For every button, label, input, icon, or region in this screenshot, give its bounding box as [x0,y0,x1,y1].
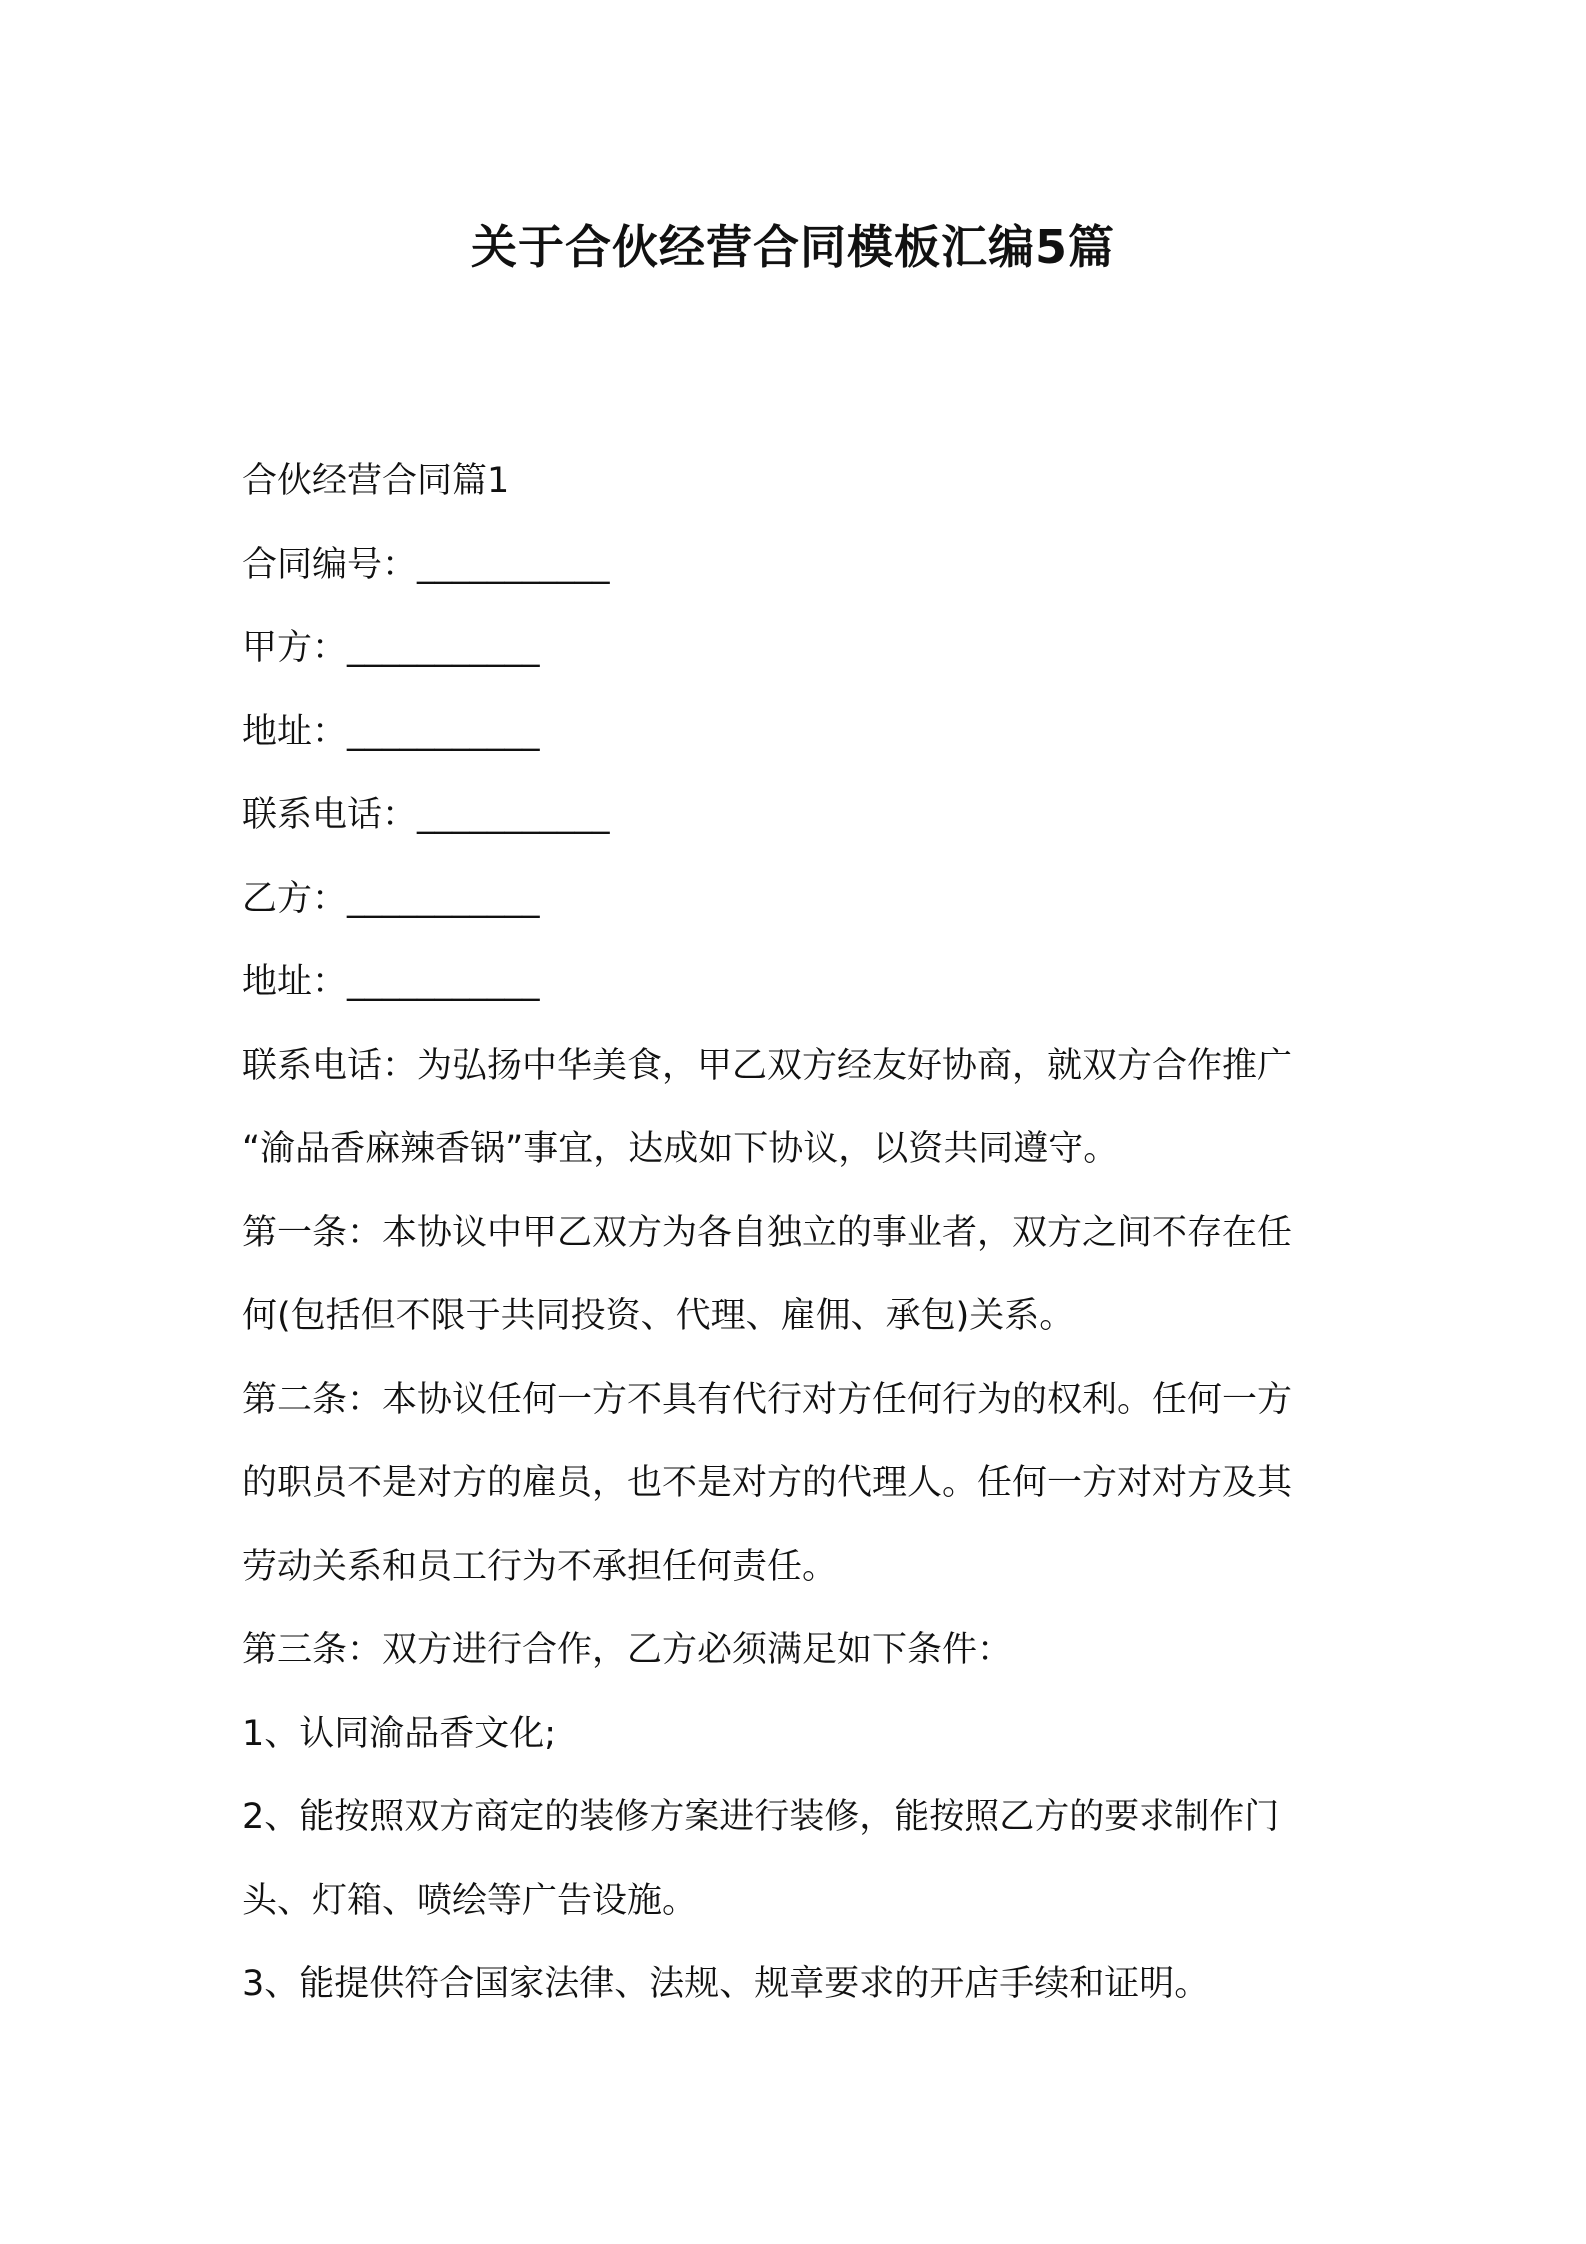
article-1-line: 何(包括但不限于共同投资、代理、雇佣、承包)关系。 [242,1296,1075,1336]
article-3-line: 第三条：双方进行合作，乙方必须满足如下条件： [242,1630,1013,1670]
contract-number-field: 合同编号：___________ [242,544,610,585]
condition-item: 3、能提供符合国家法律、法规、规章要求的开店手续和证明。 [242,1964,1210,2004]
paragraph-line: “渝品香麻辣香锅”事宜，达成如下协议，以资共同遵守。 [242,1129,1119,1169]
section-heading: 合伙经营合同篇1 [242,461,510,501]
condition-item: 1、认同渝品香文化; [242,1713,557,1754]
article-2-line: 的职员不是对方的雇员，也不是对方的代理人。任何一方对对方及其 [242,1463,1293,1503]
paragraph-line: 联系电话：为弘扬中华美食，甲乙双方经友好协商，就双方合作推广 [242,1045,1293,1086]
article-2-line: 第二条：本协议任何一方不具有代行对方任何行为的权利。任何一方 [242,1379,1293,1420]
party-a-phone-field: 联系电话：___________ [242,795,610,835]
party-b-field: 乙方：___________ [242,878,540,919]
party-b-address-field: 地址：___________ [242,962,540,1002]
article-2-line: 劳动关系和员工行为不承担任何责任。 [242,1546,838,1587]
document-title: 关于合伙经营合同模板汇编5篇 [470,220,1115,274]
document-body [242,440,1362,2027]
condition-item: 头、灯箱、喷绘等广告设施。 [242,1880,698,1921]
condition-item: 2、能按照双方商定的装修方案进行装修，能按照乙方的要求制作门 [242,1797,1280,1837]
party-a-field: 甲方：___________ [242,628,540,668]
article-1-line: 第一条：本协议中甲乙双方为各自独立的事业者，双方之间不存在任 [242,1212,1293,1253]
party-a-address-field: 地址：___________ [242,711,540,752]
